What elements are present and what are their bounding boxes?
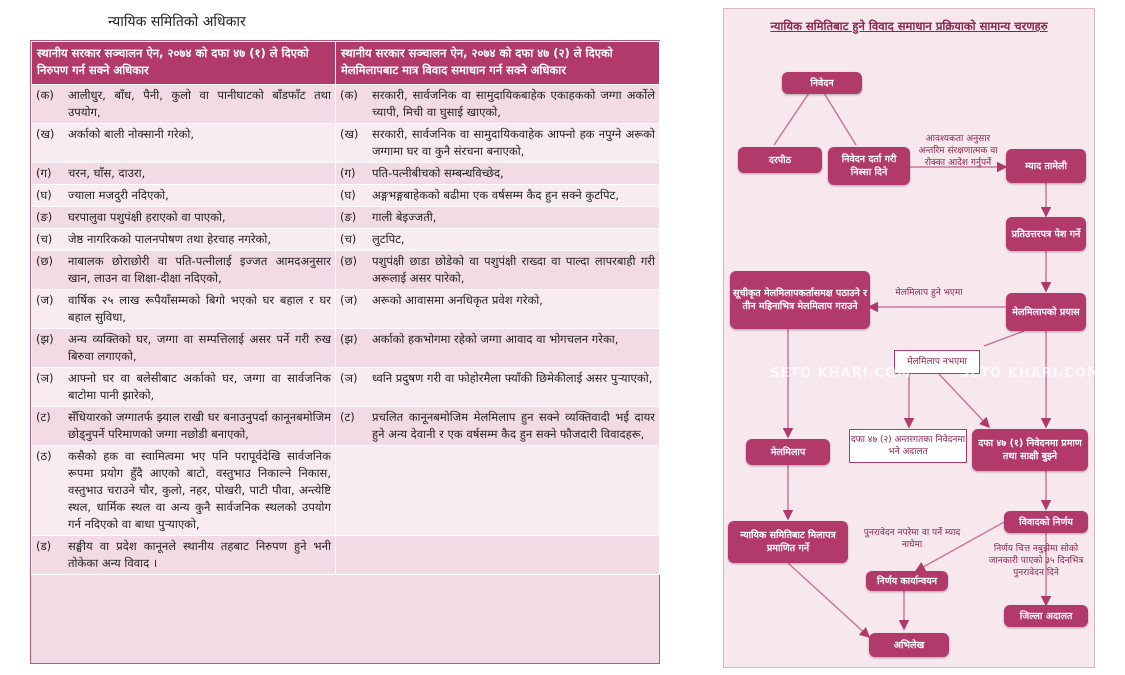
page-title: न्यायिक समितिको अधिकार: [108, 14, 246, 30]
item-number: (च): [340, 232, 357, 246]
note-melmilap-bhaema: मेलमिलाप हुने भएमा: [895, 288, 963, 298]
step-nabhaema: मेलमिलाप नभएमा: [894, 350, 980, 374]
item-47-2: [336, 407, 660, 446]
table-row: [32, 446, 660, 536]
step-melmilap-prayas: मेलमिलापको प्रयास: [1006, 293, 1086, 331]
step-nirnaya: विवादको निर्णय: [1004, 511, 1088, 533]
step-jilla-adalat: जिल्ला अदालत: [1004, 605, 1088, 627]
step-darpith: दरपीठ: [738, 147, 822, 173]
item-47-1: [32, 251, 336, 290]
item-47-1: [32, 207, 336, 229]
item-47-1: [32, 329, 336, 368]
item-47-1: [32, 536, 336, 575]
item-47-2: [336, 290, 660, 329]
process-flowchart: [723, 8, 1095, 668]
authority-table: [30, 40, 660, 664]
item-text: सङ्घीय वा प्रदेश कानूनले स्थानीय तहबाट निरुपण हुने भनी तोकेका अन्य विवाद ।: [68, 539, 331, 570]
item-47-2: [336, 536, 660, 575]
item-number: (ख): [36, 127, 55, 141]
item-47-1: [32, 229, 336, 251]
item-text: ध्वनि प्रदुषण गरी वा फोहोरमैला फ्याँकी छिमेकीलाई असर पुर्‍याएको,: [372, 371, 653, 385]
item-47-1: [32, 163, 336, 185]
watermark-1: SETO KHARI.COM: [770, 366, 912, 381]
table-row: [32, 229, 660, 251]
item-number: (ञ): [340, 371, 358, 385]
step-milapatra-pramanit: न्यायिक समितिबाट मिलापत्र प्रमाणित गर्ने: [728, 521, 848, 563]
table-row: [32, 251, 660, 290]
step-dafa-47-1: दफा ४७ (१) निवेदनमा प्रमाण तथा साक्षी बुझ्ने: [972, 429, 1088, 471]
item-text: अर्काको हकभोगमा रहेको जग्गा आवाद वा भोगचलन गरेका,: [372, 332, 619, 346]
item-text: आलीधुर, बाँध, पैनी, कुलो वा पानीघाटको बाँडफाँट तथा उपयोग,: [68, 88, 331, 119]
item-text: घरपालुवा पशुपंक्षी हराएको वा पाएको,: [68, 210, 226, 224]
item-number: (क): [340, 88, 358, 102]
column-header-47-2: स्थानीय सरकार सञ्चालन ऐन, २०७४ को दफा ४७ (२) ले दिएको मेलमिलापबाट मात्र विवाद समाधान गर्न सक्ने अधिकार: [336, 42, 660, 85]
item-text: अरूको आवासमा अनधिकृत प्रवेश गरेको,: [372, 293, 543, 307]
item-47-2: [336, 329, 660, 368]
column-header-47-1: स्थानीय सरकार सञ्चालन ऐन, २०७४ को दफा ४७ (१) ले दिएको निरुपण गर्न सक्ने अधिकार: [32, 42, 336, 85]
item-text: गाली बेइज्जती,: [372, 210, 437, 224]
item-text: सरकारी, सार्वजनिक वा सामुदायिकवाहेक आफ्नो हक नपुग्ने अरूको जग्गामा घर वा कुनै संरचना बनाएको,: [372, 127, 655, 158]
item-text: अङ्गभङ्गबाहेकको बढीमा एक वर्षसम्म कैद हुन सक्ने कुटपिट,: [372, 188, 619, 202]
item-47-2: [336, 446, 660, 536]
item-number: (छ): [340, 254, 358, 268]
item-number: (क): [36, 88, 54, 102]
item-47-2: [336, 124, 660, 163]
table-row: [32, 207, 660, 229]
item-47-1: [32, 446, 336, 536]
item-number: (घ): [36, 188, 52, 202]
table-row: [32, 407, 660, 446]
item-47-1: [32, 368, 336, 407]
item-number: (ज): [340, 293, 358, 307]
step-tameli: म्याद तामेली: [1006, 149, 1086, 183]
item-number: (ग): [36, 166, 52, 180]
table-row: [32, 290, 660, 329]
item-text: अर्काको बाली नोक्सानी गरेको,: [68, 127, 195, 141]
item-number: (ख): [340, 127, 359, 141]
item-47-1: [32, 124, 336, 163]
table-row: [32, 329, 660, 368]
step-suchikrit: सूचीकृत मेलमिलापकर्तासमक्ष पठाउने र तीन महिनाभित्र मेलमिलाप गराउने: [730, 271, 870, 329]
item-text: ज्याला मजदुरी नदिएको,: [68, 188, 169, 202]
item-number: (घ): [340, 188, 356, 202]
item-text: अन्य व्यक्तिको घर, जग्गा वा सम्पत्तिलाई असर पर्ने गरी रुख बिरुवा लगाएको,: [68, 332, 331, 363]
note-antarim: आवश्यकता अनुसार अन्तरिम संरक्षणात्मक वा रोक्का आदेश गर्नुपर्ने: [918, 134, 998, 168]
note-chitta: निर्णय चित्त नबुझेमा सोको जानकारी पाएको ३५ दिनभित्र पुनरावेदन दिने: [988, 544, 1084, 578]
table-row: [32, 185, 660, 207]
item-47-2: [336, 368, 660, 407]
table-row: [32, 124, 660, 163]
step-darta: निवेदन दर्ता गरी निस्सा दिने: [828, 147, 910, 185]
item-text: पति-पत्नीबीचको सम्बन्धविच्छेद,: [372, 166, 504, 180]
item-number: (ट): [340, 410, 355, 424]
item-number: (च): [36, 232, 53, 246]
step-pratiuttar: प्रतिउत्तरपत्र पेश गर्ने: [1006, 217, 1086, 251]
flowchart-title: न्यायिक समितिबाट हुने विवाद समाधान प्रक्रियाको सामान्य चरणहरु: [770, 19, 1048, 33]
table-row: [32, 163, 660, 185]
item-text: सँधियारको जग्गातर्फ झ्याल राखी घर बनाउनुपर्दा कानूनबमोजिम छोड्नुपर्ने परिमाणको जग्गा नछोडी बनाएको,: [68, 410, 331, 441]
item-number: (ङ): [36, 210, 53, 224]
item-number: (ट): [36, 410, 51, 424]
item-text: पशुपंक्षी छाडा छोडेको वा पशुपंक्षी राख्दा वा पाल्दा लापरबाही गरी अरूलाई असर पारेको,: [372, 254, 655, 285]
item-47-1: [32, 290, 336, 329]
item-number: (झ): [340, 332, 358, 346]
table-row: [32, 85, 660, 124]
item-number: (ठ): [36, 449, 52, 463]
item-47-2: [336, 207, 660, 229]
item-number: (ज): [36, 293, 54, 307]
item-number: (झ): [36, 332, 54, 346]
item-47-2: [336, 251, 660, 290]
item-text: लुटपिट,: [372, 232, 405, 246]
item-text: प्रचलित कानूनबमोजिम मेलमिलाप हुन सक्ने व्यक्तिवादी भई दायर हुने अन्य देवानी र एक वर्षसम्म कैद हुन सक्ने फौजदारी विवादहरू,: [372, 410, 655, 441]
step-abhilekh: अभिलेख: [869, 633, 949, 657]
item-47-1: [32, 85, 336, 124]
item-47-1: [32, 185, 336, 207]
item-number: (ङ): [340, 210, 357, 224]
note-punarabedan: पुनरावेदन नपरेमा वा पर्ने म्याद नाघेमा: [863, 528, 961, 550]
item-47-2: [336, 163, 660, 185]
item-47-2: [336, 229, 660, 251]
item-text: चरन, घाँस, दाउरा,: [68, 166, 146, 180]
watermark-2: SETO KHARI.COM: [960, 366, 1102, 381]
item-47-2: [336, 85, 660, 124]
step-melmilap: मेलमिलाप: [746, 439, 830, 465]
step-nibedan: निवेदन: [782, 72, 862, 94]
item-number: (ञ): [36, 371, 54, 385]
step-karyanwayan: निर्णय कार्यान्वयन: [866, 571, 948, 591]
table-row: [32, 536, 660, 575]
item-text: आफ्नो घर वा बलेसीबाट अर्काको घर, जग्गा वा सार्वजनिक बाटोमा पानी झारेको,: [68, 371, 331, 402]
item-47-1: [32, 407, 336, 446]
item-number: (ड): [36, 539, 52, 553]
item-47-2: [336, 185, 660, 207]
item-number: (छ): [36, 254, 54, 268]
item-text: सरकारी, सार्वजनिक वा सामुदायिकबाहेक एकाहकको जग्गा अर्कोले च्यापी, मिची वा घुसाई खाएको,: [372, 88, 655, 119]
table-row: [32, 368, 660, 407]
item-text: जेष्ठ नागरिकको पालनपोषण तथा हेरचाह नगरेको,: [68, 232, 272, 246]
item-text: वार्षिक २५ लाख रूपैयाँसम्मको बिगो भएको घर बहाल र घर बहाल सुविधा,: [68, 293, 331, 324]
item-number: (ग): [340, 166, 356, 180]
item-text: नाबालक छोराछोरी वा पति-पत्नीलाई इज्जत आमदअनुसार खान, लाउन वा शिक्षा-दीक्षा नदिएको,: [68, 254, 331, 285]
item-text: कसैको हक वा स्वामित्वमा भए पनि परापूर्वदेखि सार्वजनिक रूपमा प्रयोग हुँदै आएको बाटो, वस्तुभाउ निकाल्ने निकास, वस्तुभाउ चराउने चौर, कुलो, नहर, पोखरी, पाटी पौवा, अन्त्येष्टि स्थल, धार्मिक स्थल वा अन्य कुनै सार्वजनिक स्थलको उपयोग गर्न नदिएको वा बाधा पुर्‍याएको,: [68, 449, 331, 531]
step-dafa-47-2: दफा ४७ (२) अन्तरगतका निवेदनमा भने अदालत: [849, 429, 967, 463]
